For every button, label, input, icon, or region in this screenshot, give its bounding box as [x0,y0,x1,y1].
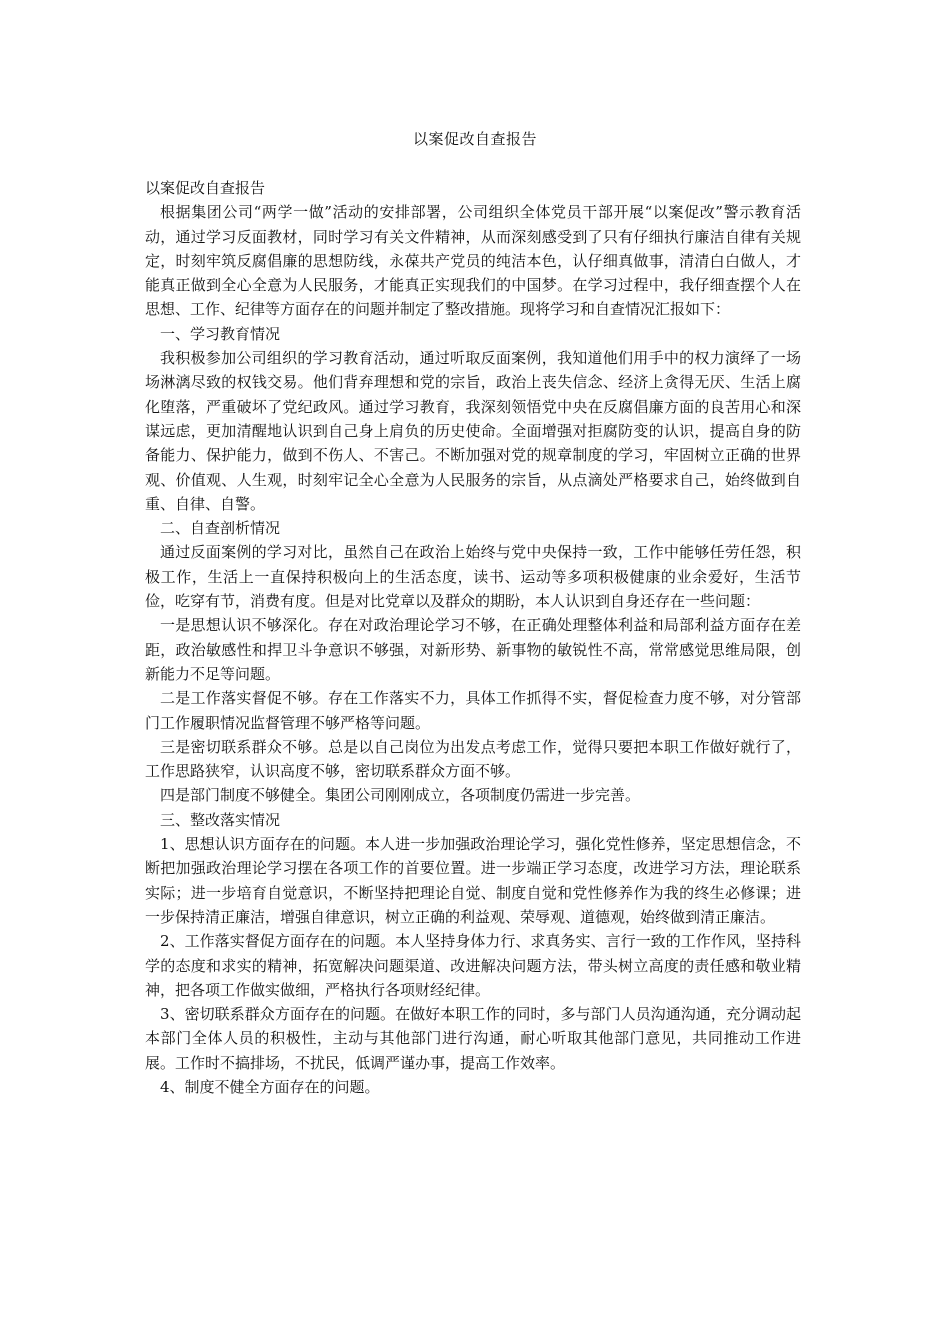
paragraph: 一、学习教育情况 [160,324,281,343]
paragraph: 三、整改落实情况 [160,810,281,829]
document-title: 以案促改自查报告 [412,130,537,148]
paragraph: 三是密切联系群众不够。总是以自己岗位为出发点考虑工作，觉得只要把本职工作做好就行了，工作思路狭窄，认识高度不够，密切联系群众方面不够。 [145,737,801,781]
paragraph: 以案促改自查报告 [145,179,266,197]
paragraph: 我积极参加公司组织的学习教育活动，通过听取反面案例，我知道他们用手中的权力演绎了一场场淋漓尽致的权钱交易。他们背弃理想和党的宗旨，政治上丧失信念、经济上贪得无厌、生活上腐化堕落，严重破坏了党纪政风。通过学习教育，我深刻领悟党中央在反腐倡廉方面的良苦用心和深谋远虑，更加清醒地认识到自己身上肩负的历史使命。全面增强对拒腐防变的认识，提高自身的防备能力、保护能力，做到不伤人、不害己。不断加强对党的规章制度的学习，牢固树立正确的世界观、价值观、人生观，时刻牢记全心全意为人民服务的宗旨，从点滴处严格要求自己，始终做到自重、自律、自警。 [145,349,801,513]
paragraph: 2、工作落实督促方面存在的问题。本人坚持身体力行、求真务实、言行一致的工作作风，坚持科学的态度和求实的精神，拓宽解决问题渠道、改进解决问题方法，带头树立高度的责任感和敬业精神，把各项工作做实做细，严格执行各项财经纪律。 [145,932,801,999]
document-body [145,176,801,1099]
paragraph: 根据集团公司“两学一做”活动的安排部署，公司组织全体党员干部开展“以案促改”警示教育活动，通过学习反面教材，同时学习有关文件精神，从而深刻感受到了只有仔细执行廉洁自律有关规定，时刻牢筑反腐倡廉的思想防线，永葆共产党员的纯洁本色，认仔细真做事，清清白白做人，才能真正做到全心全意为人民服务，才能真正实现我们的中国梦。在学习过程中，我仔细查摆个人在思想、工作、纪律等方面存在的问题并制定了整改措施。现将学习和自查情况汇报如下： [145,203,801,319]
paragraph: 四是部门制度不够健全。集团公司刚刚成立，各项制度仍需进一步完善。 [160,786,641,805]
paragraph: 3、密切联系群众方面存在的问题。在做好本职工作的同时，多与部门人员沟通沟通，充分调动起本部门全体人员的积极性，主动与其他部门进行沟通，耐心听取其他部门意见，共同推动工作进展。工作时不搞排场，不扰民，低调严谨办事，提高工作效率。 [145,1005,801,1072]
paragraph: 1、思想认识方面存在的问题。本人进一步加强政治理论学习，强化党性修养，坚定思想信念，不断把加强政治理论学习摆在各项工作的首要位置。进一步端正学习态度，改进学习方法，理论联系实际；进一步培育自觉意识，不断坚持把理论自觉、制度自觉和党性修养作为我的终生必修课；进一步保持清正廉洁，增强自律意识，树立正确的利益观、荣辱观、道德观，始终做到清正廉洁。 [145,835,801,926]
paragraph: 4、制度不健全方面存在的问题。 [160,1077,380,1096]
paragraph: 通过反面案例的学习对比，虽然自己在政治上始终与党中央保持一致，工作中能够任劳任怨，积极工作，生活上一直保持积极向上的生活态度，读书、运动等多项积极健康的业余爱好，生活节俭，吃穿有节，消费有度。但是对比党章以及群众的期盼，本人认识到自身还存在一些问题： [145,543,801,611]
paragraph: 一是思想认识不够深化。存在对政治理论学习不够，在正确处理整体利益和局部利益方面存在差距，政治敏感性和捍卫斗争意识不够强，对新形势、新事物的敏锐性不高，常常感觉思维局限，创新能力不足等问题。 [145,616,801,683]
paragraph: 二是工作落实督促不够。存在工作落实不力，具体工作抓得不实，督促检查力度不够，对分管部门工作履职情况监督管理不够严格等问题。 [145,689,801,732]
paragraph: 二、自查剖析情况 [160,519,281,538]
